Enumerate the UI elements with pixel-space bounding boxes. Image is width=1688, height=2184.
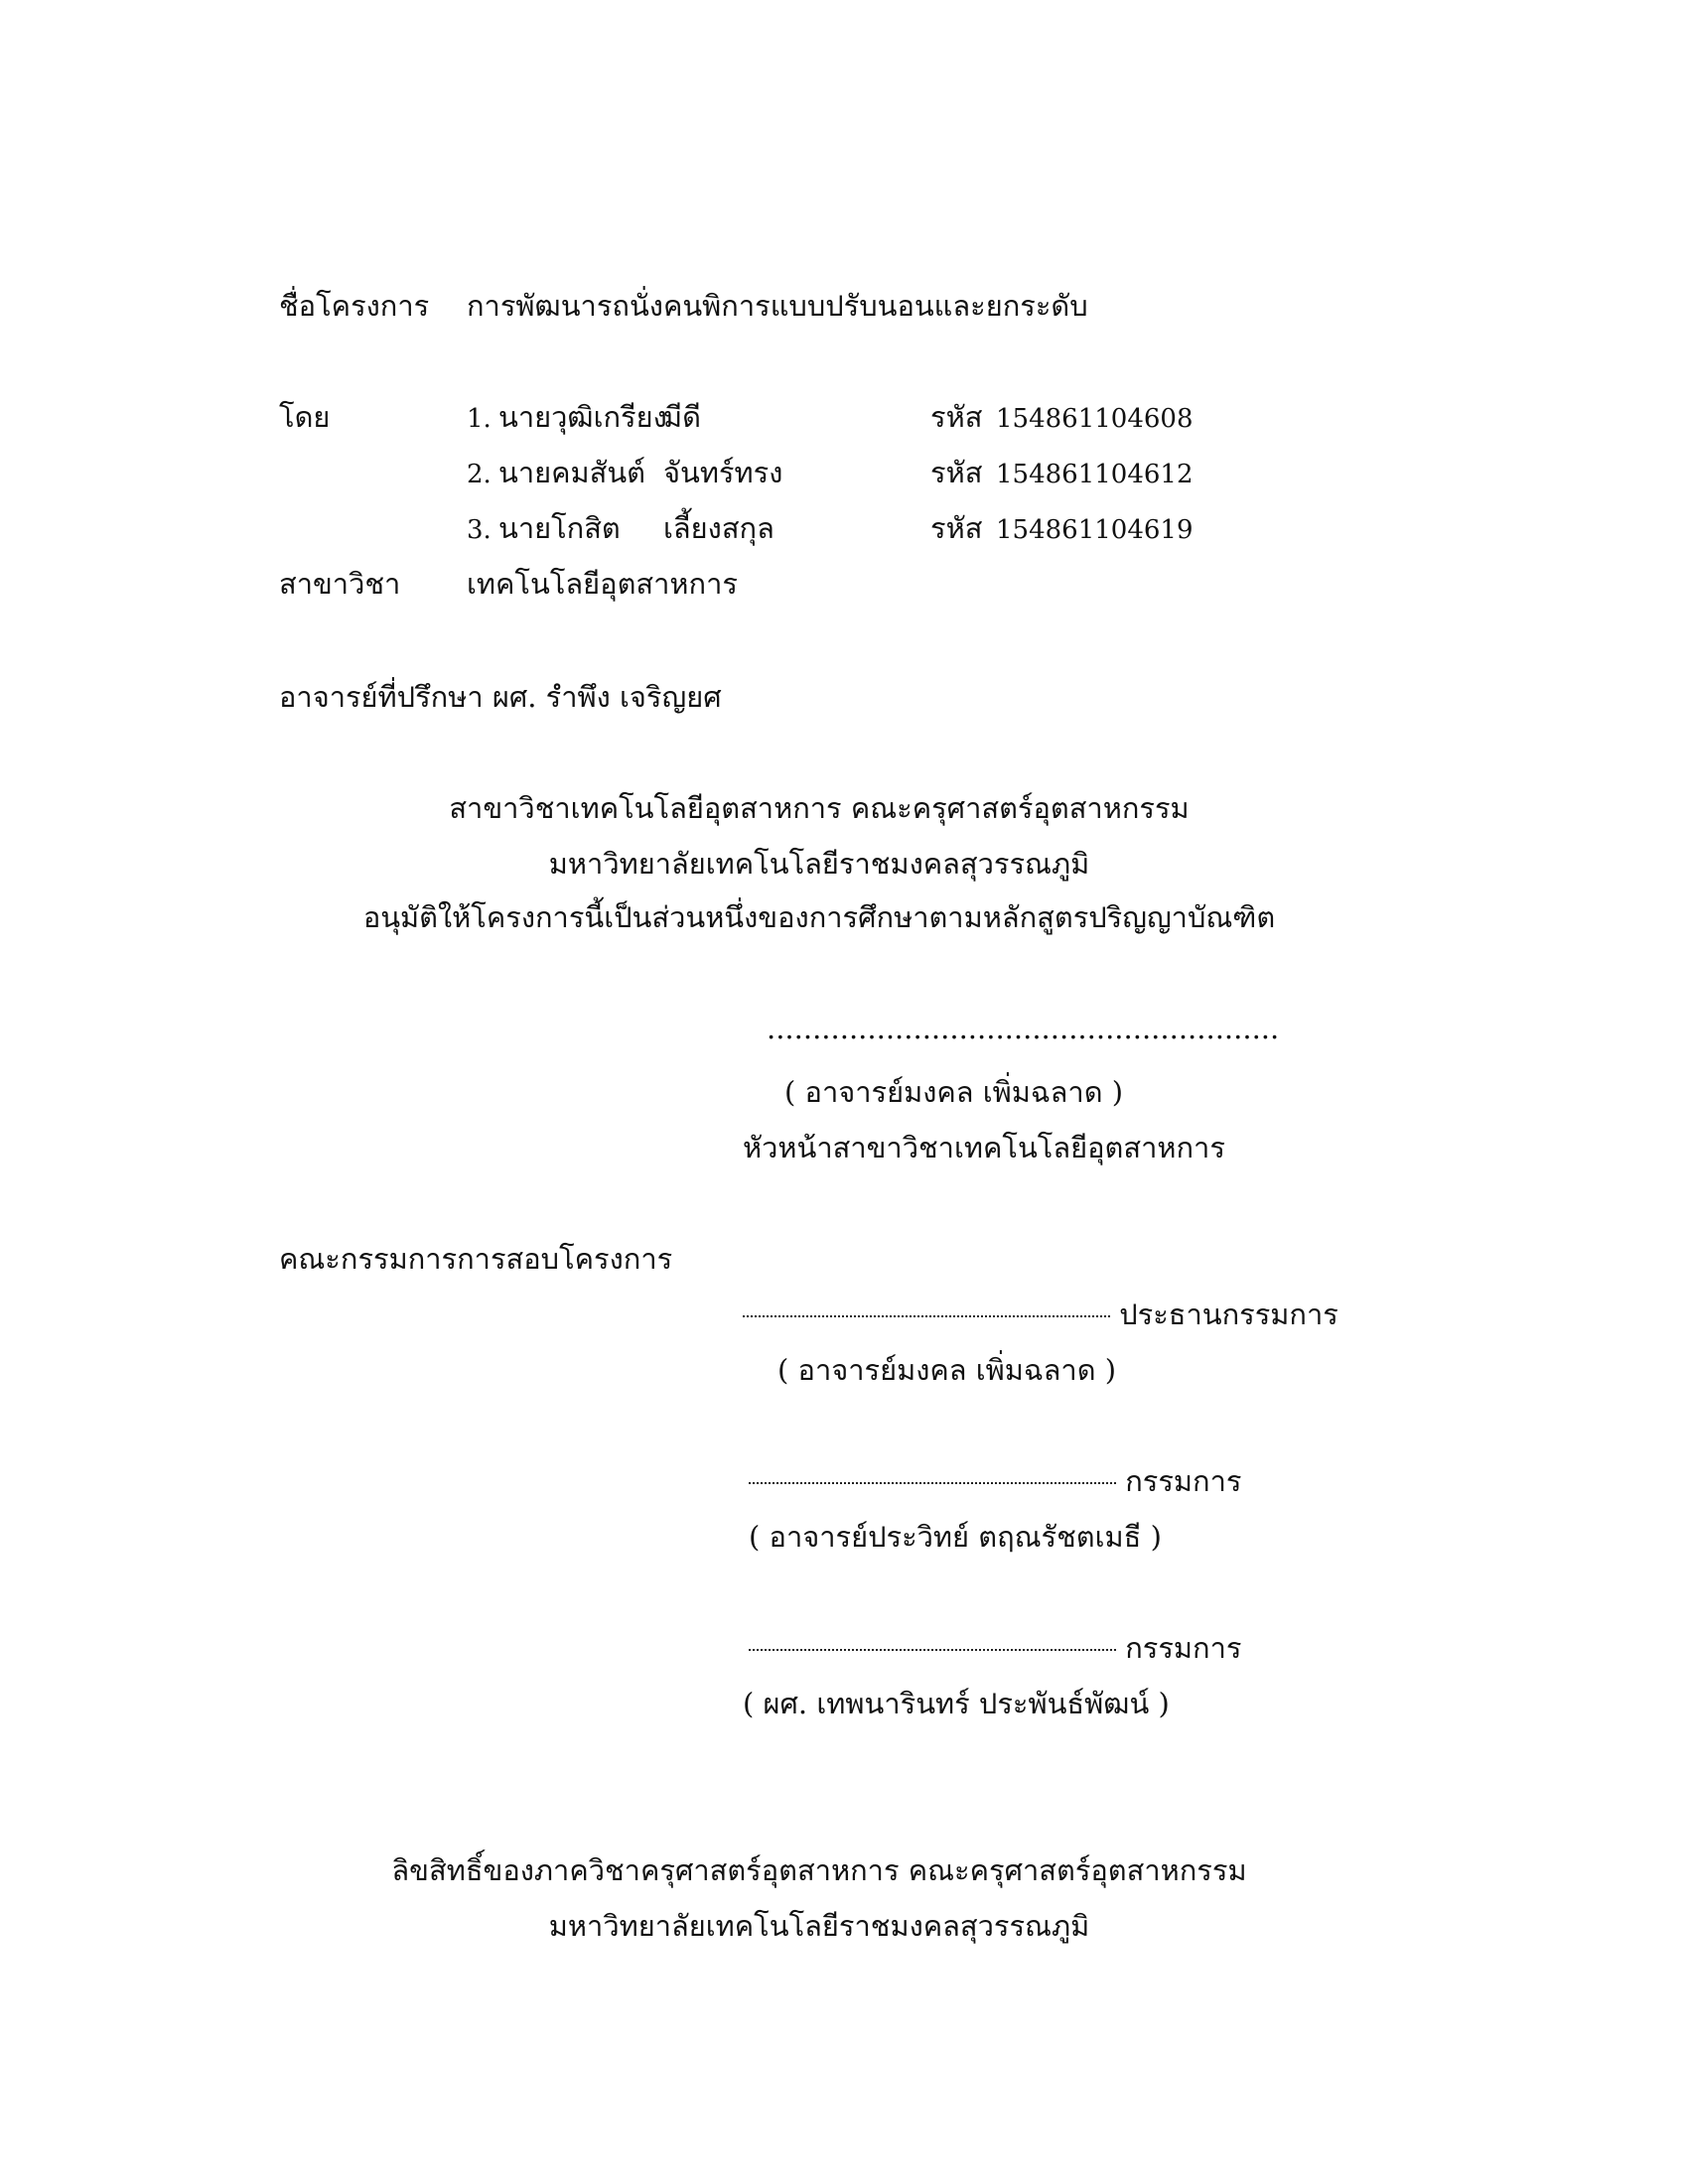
committee-name: ( ผศ. เทพนารินทร์ ประพันธ์พัฒน์ ): [743, 1687, 1170, 1720]
committee-name: ( อาจารย์ประวิทย์ ตฤณรัชตเมธี ): [749, 1520, 1162, 1554]
approval-line-1: สาขาวิชาเทคโนโลยีอุตสาหการ คณะครุศาสตร์อุตสาหกรรม: [449, 791, 1190, 825]
code-label: รหัส: [930, 456, 983, 489]
committee-role: กรรมการ: [1125, 1631, 1242, 1665]
project-title: การพัฒนารถนั่งคนพิการแบบปรับนอนและยกระดับ: [467, 289, 1088, 323]
committee-signature-row: [749, 1464, 1242, 1498]
signature-line: [749, 1649, 1116, 1651]
copyright-line-2: มหาวิทยาลัยเทคโนโลยีราชมงคลสุวรรณภูมิ: [548, 1909, 1090, 1943]
committee-signature-row: [749, 1631, 1242, 1665]
member-last-name: มีดี: [663, 400, 701, 434]
head-signature-line: ........................................................: [767, 1012, 1280, 1045]
member-code: 154861104619: [996, 515, 1194, 545]
committee-role: ประธานกรรมการ: [1119, 1297, 1338, 1331]
member-first-name: นายคมสันต์: [498, 456, 645, 489]
member-last-name: จันทร์ทรง: [663, 456, 783, 489]
signature-line: [749, 1482, 1116, 1484]
head-signature-position: หัวหน้าสาขาวิชาเทคโนโลยีอุตสาหการ: [743, 1131, 1225, 1164]
member-number: 1.: [467, 404, 492, 434]
advisor-line: อาจารย์ที่ปรึกษา ผศ. รำพึง เจริญยศ: [279, 680, 722, 714]
signature-line: [743, 1315, 1110, 1317]
member-number: 3.: [467, 515, 492, 545]
member-number: 2.: [467, 460, 492, 489]
member-last-name: เลี้ยงสกุล: [663, 511, 774, 545]
code-label: รหัส: [930, 511, 983, 545]
field-value: เทคโนโลยีอุตสาหการ: [467, 567, 738, 601]
committee-role: กรรมการ: [1125, 1464, 1242, 1498]
project-label: ชื่อโครงการ: [279, 289, 430, 323]
committee-name: ( อาจารย์มงคล เพิ่มฉลาด ): [777, 1353, 1117, 1387]
code-label: รหัส: [930, 400, 983, 434]
field-label: สาขาวิชา: [279, 567, 401, 601]
committee-signature-row: [743, 1297, 1338, 1331]
approval-line-3: อนุมัติให้โครงการนี้เป็นส่วนหนึ่งของการศึกษาตามหลักสูตรปริญญาบัณฑิต: [362, 900, 1276, 934]
member-first-name: นายวุฒิเกรียง: [498, 400, 667, 434]
head-signature-name: ( อาจารย์มงคล เพิ่มฉลาด ): [784, 1075, 1124, 1109]
approval-line-2: มหาวิทยาลัยเทคโนโลยีราชมงคลสุวรรณภูมิ: [548, 847, 1090, 881]
by-label: โดย: [279, 400, 331, 434]
member-code: 154861104608: [996, 404, 1194, 434]
member-first-name: นายโกสิต: [498, 511, 621, 545]
committee-heading: คณะกรรมการการสอบโครงการ: [279, 1242, 673, 1276]
member-code: 154861104612: [996, 460, 1194, 489]
copyright-line-1: ลิขสิทธิ์ของภาควิชาครุศาสตร์อุตสาหการ คณะครุศาสตร์อุตสาหกรรม: [391, 1853, 1247, 1887]
